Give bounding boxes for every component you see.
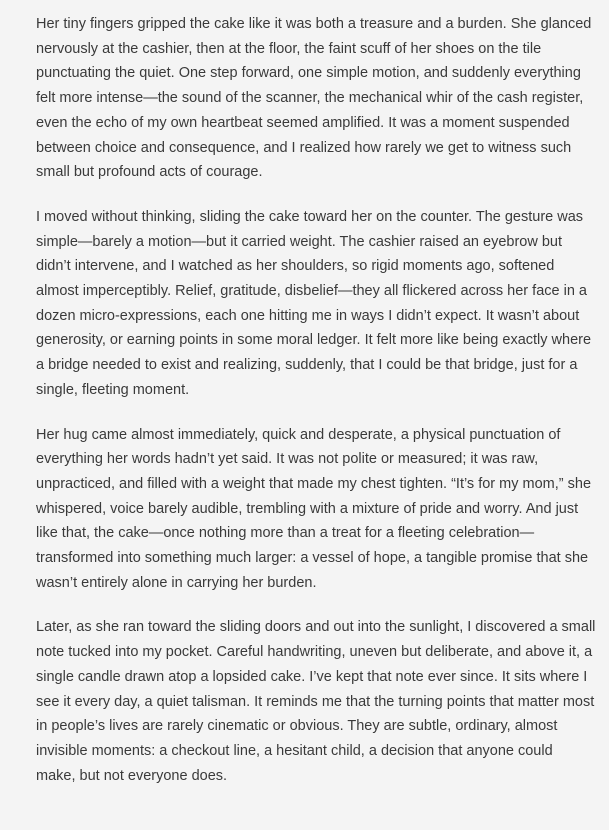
paragraph: Her tiny fingers gripped the cake like it was both a treasure and a burden. She glanced nervously at the cashier, then at the floor, the faint scuff of her shoes on the tile punctuating the quiet. One step forward, one simple motion, and suddenly everything felt more intense—the sound of the scanner, the mechanical whir of the cash register, even the echo of my own heartbeat seemed amplified. It was a moment suspended between choice and consequence, and I realized how rarely we get to witness such small but profound acts of courage. — [36, 16, 592, 181]
paragraph: Later, as she ran toward the sliding doors and out into the sunlight, I discovered a small note tucked into my pocket. Careful handwriting, uneven but deliberate, and above it, a single candle drawn atop a lopsided cake. I’ve kept that note ever since. It sits where I see it every day, a quiet talisman. It reminds me that the turning points that matter most in people’s lives are rarely cinematic or obvious. They are subtle, ordinary, almost invisible moments: a checkout line, a hesitant child, a decision that anyone could make, but not everyone does. — [36, 619, 596, 784]
paragraph: Her hug came almost immediately, quick and desperate, a physical punctuation of everything her words hadn’t yet said. It was not polite or measured; it was raw, unpracticed, and filled with a weight that made my chest tighten. “It’s for my mom,” she whispered, voice barely audible, trembling with a mixture of pride and worry. And just like that, the cake—once nothing more than a treat for a fleeting celebration—transformed into something much larger: a vessel of hope, a tangible promise that she wasn’t entirely alone in carrying her burden. — [36, 426, 592, 591]
paragraph: I moved without thinking, sliding the cake toward her on the counter. The gesture was simple—barely a motion—but it carried weight. The cashier raised an eyebrow but didn’t intervene, and I watched as her shoulders, so rigid moments ago, softened almost imperceptibly. Relief, gratitude, disbelief—they all flickered across her face in a dozen micro-expressions, each one hitting me in ways I didn’t expect. It wasn’t about generosity, or earning points in some moral ledger. It felt more like being exactly where a bridge needed to exist and realizing, suddenly, that I could be that bridge, just for a single, fleeting moment. — [36, 208, 592, 398]
